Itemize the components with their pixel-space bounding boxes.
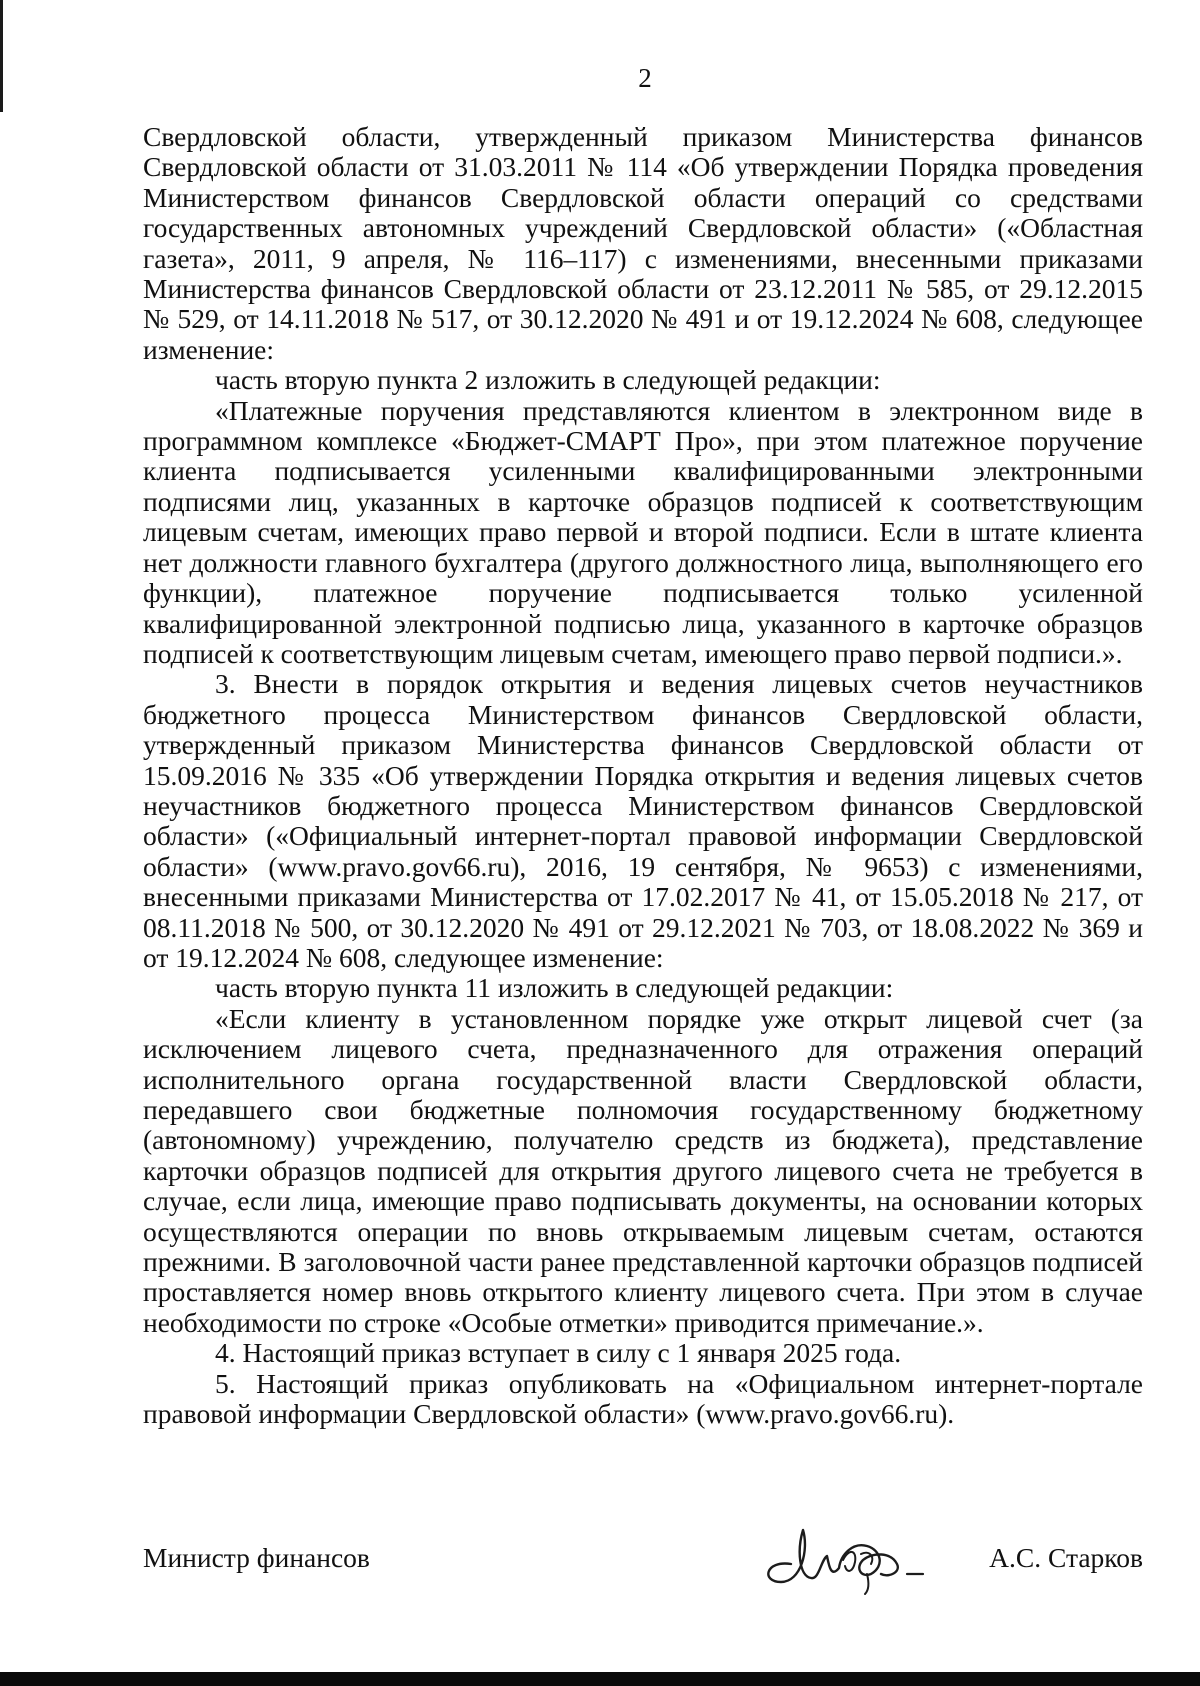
paragraph-8: 5. Настоящий приказ опубликовать на «Официальном интернет-портале правовой информации Свердловской области» (www.pravo.gov66.ru). [143,1367,1143,1430]
paragraph-4: 3. Внести в порядок открытия и ведения лицевых счетов неучастников бюджетного процесса Министерством финансов Свердловской области, утвержденный приказом Министерства финансов Свердловской области от 15.09.2016 № 335 «Об утверждении Порядка открытия и ведения лицевых счетов неучастников бюджетного процесса Министерством финансов Свердловской области» («Официальный интернет-портал правовой информации Свердловской области» (www.pravo.gov66.ru), 2016, 19 сентября, № 9653) с изменениями, внесенными приказами Министерства от 17.02.2017 № 41, от 15.05.2018 № 217, от 08.11.2018 № 500, от 30.12.2020 № 491 от 29.12.2021 № 703, от 18.08.2022 № 369 и от 19.12.2024 № 608, следующее изменение: [143,668,1143,973]
signer-title: Министр финансов [143,1542,370,1573]
paragraph-7: 4. Настоящий приказ вступает в силу с 1 января 2025 года. [215,1337,902,1369]
paragraph-6: «Если клиенту в установленном порядке уже открыт лицевой счет (за исключением лицевого счета, предназначенного для отражения операций исполнительного органа государственной власти Свердловской области, передавшего свои бюджетные полномочия государственному бюджетному (автономному) учреждению, получателю средств из бюджета), представление карточки образцов подписей для открытия другого лицевого счета не требуется в случае, если лица, имеющие право подписывать документы, на основании которых осуществляются операции по вновь открываемым лицевым счетам, остаются прежними. В заголовочной части ранее представленной карточки образцов подписей проставляется номер вновь открытого клиенту лицевого счета. При этом в случае необходимости по строке «Особые отметки» приводится примечание.». [143,1002,1143,1338]
document-body [143,122,1143,1429]
paragraph-3: «Платежные поручения представляются клиентом в электронном виде в программном комплексе «Бюджет-СМАРТ Про», при этом платежное поручение клиента подписывается усиленными квалифицированными электронными подписями лиц, указанных в карточке образцов подписей к соответствующим лицевым счетам, имеющих право первой и второй подписи. Если в штате клиента нет должности главного бухгалтера (другого должностного лица, выполняющего его функции), платежное поручение подписывается только усиленной квалифицированной электронной подписью лица, указанного в карточке образцов подписей к соответствующим лицевым счетам, имеющего право первой подписи.». [143,394,1143,669]
handwritten-signature [757,1520,927,1596]
scan-bottom-edge [0,1672,1200,1686]
signer-name: А.С. Старков [989,1542,1143,1573]
paragraph-5: часть вторую пункта 11 изложить в следующей редакции: [215,972,894,1004]
paragraph-2: часть вторую пункта 2 изложить в следующей редакции: [215,364,881,396]
scan-left-edge [0,0,3,112]
paragraph-1: Свердловской области, утвержденный приказом Министерства финансов Свердловской области от 31.03.2011 № 114 «Об утверждении Порядка проведения Министерством финансов Свердловской области операций со средствами государственных автономных учреждений Свердловской области» («Областная газета», 2011, 9 апреля, № 116–117) с изменениями, внесенными приказами Министерства финансов Свердловской области от 23.12.2011 № 585, от 29.12.2015 № 529, от 14.11.2018 № 517, от 30.12.2020 № 491 и от 19.12.2024 № 608, следующее изменение: [143,121,1143,365]
page-number: 2 [638,63,652,93]
signature-block [143,1538,1143,1588]
